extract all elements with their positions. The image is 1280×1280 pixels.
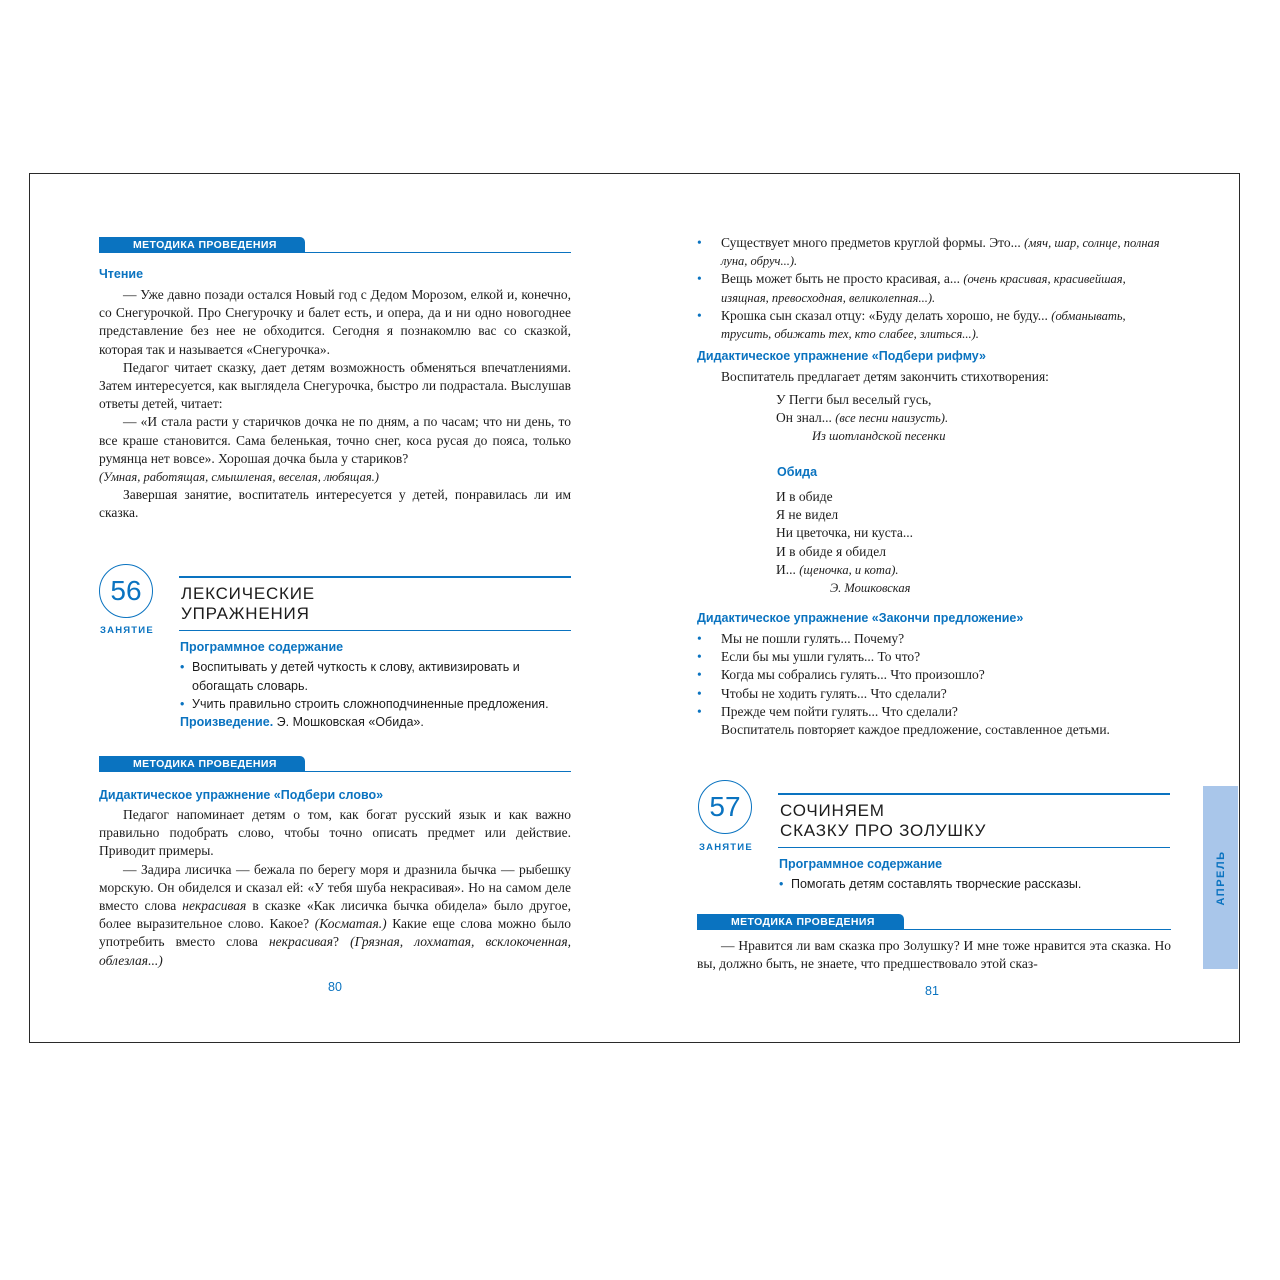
lesson-57-title: СОЧИНЯЕМ СКАЗКУ ПРО ЗОЛУШКУ: [778, 793, 1170, 848]
round-items-list: [697, 234, 1171, 343]
page-number-left: 80: [328, 980, 342, 994]
finish-item-4: • Чтобы не ходить гулять... Что сделали?: [697, 685, 1171, 703]
rhyme-intro: Воспитатель предлагает детям закончить стихотворения:: [721, 369, 1049, 384]
reading-text: [99, 286, 571, 523]
lesson-56-label: ЗАНЯТИЕ: [100, 625, 154, 636]
rhyme-title: Дидактическое упражнение «Подбери рифму»: [697, 349, 986, 363]
final-text: — Нравится ли вам сказка про Золушку? И мне тоже нравится эта сказка. Но вы, должно быть, не знаете, что предшествовало этой сказ-: [697, 938, 1171, 972]
finish-list: [697, 630, 1171, 739]
reading-title: Чтение: [99, 267, 144, 281]
left-page: [30, 174, 635, 1042]
reading-para-2: Педагог читает сказку, дает детям возможность обменяться впечатлениями. Затем интересуется, как выглядела Снегурочка, быстро ли подрастала. Выслушав ответы детей, читает:: [99, 359, 571, 412]
program-item-57: • Помогать детям составлять творческие рассказы.: [779, 875, 1171, 894]
lesson-57-label: ЗАНЯТИЕ: [699, 842, 753, 853]
poem-2-title: Обида: [777, 465, 818, 479]
book-spread: [29, 173, 1240, 1043]
method-header-3: МЕТОДИКА ПРОВЕДЕНИЯ: [697, 914, 1171, 930]
finish-end: Воспитатель повторяет каждое предложение, составленное детьми.: [721, 722, 1110, 738]
lesson-57-number: 57: [698, 780, 752, 834]
bullet-item-1: • Существует много предметов круглой формы. Это... (мяч, шар, солнце, полная луна, обруч...).: [697, 234, 1171, 270]
program-content-title-57: Программное содержание: [779, 857, 943, 871]
finish-item-1: • Мы не пошли гулять... Почему?: [697, 630, 1171, 648]
reading-answer: (Умная, работящая, смышленая, веселая, любящая.): [99, 470, 379, 485]
bullet-item-2: • Вещь может быть не просто красивая, а... (очень красивая, красивейшая, изящная, превосходная, великолепная...).: [697, 270, 1171, 306]
bullet-item-3: • Крошка сын сказал отцу: «Буду делать хорошо, не буду... (обманывать, трусить, обижать тех, кто слабее, злиться...).: [697, 307, 1171, 343]
poem-2-author: Э. Мошковская: [830, 581, 911, 596]
method-header-1: МЕТОДИКА ПРОВЕДЕНИЯ: [99, 237, 571, 253]
lesson-56-title: ЛЕКСИЧЕСКИЕ УПРАЖНЕНИЯ: [179, 576, 571, 631]
month-side-tab-label: АПРЕЛЬ: [1214, 849, 1227, 906]
poem-1: У Пегги был веселый гусь, Он знал... (все песни наизусть). Из шотландской песенки: [776, 391, 948, 446]
program-item-1: • Воспитывать у детей чуткость к слову, активизировать и обогащать словарь.: [180, 658, 572, 695]
month-side-tab: [1203, 786, 1238, 969]
program-item-2: • Учить правильно строить сложноподчиненные предложения.: [180, 695, 572, 714]
finish-item-5: • Прежде чем пойти гулять... Что сделали?: [697, 703, 1171, 721]
work-text: Э. Мошковская «Обида».: [276, 714, 424, 729]
exercise-title: Дидактическое упражнение «Подбери слово»: [99, 788, 384, 802]
right-page: [635, 174, 1239, 1042]
finish-item-2: • Если бы мы ушли гулять... То что?: [697, 648, 1171, 666]
reading-para-3: — «И стала расти у старичков дочка не по дням, а по часам; что ни день, то все краше становится. Сама беленькая, точно снег, коса русая до пояса, только румянца нет вовсе». Хорошая дочка была у стариков?: [99, 414, 571, 466]
exercise-para-1: Педагог напоминает детям о том, как богат русский язык и как важно правильно подобрать слово, чтобы точно описать предмет или действие. Приводит примеры.: [99, 807, 571, 859]
method-header-2: МЕТОДИКА ПРОВЕДЕНИЯ: [99, 756, 571, 772]
reading-end: Завершая занятие, воспитатель интересуется у детей, понравилась ли им сказка.: [99, 487, 571, 521]
program-content-list-57: [779, 875, 1171, 894]
finish-item-3: • Когда мы собрались гулять... Что произошло?: [697, 666, 1171, 684]
reading-para-1: — Уже давно позади остался Новый год с Дедом Морозом, елкой и, конечно, со Снегурочкой. Про Снегурочку и балет есть, и опера, да и ни одно новогоднее представление без нее не обходится. Сегодня я познакомлю вас со сказкой, которая так и называется «Снегурочка».: [99, 287, 571, 357]
poem-1-source: Из шотландской песенки: [812, 429, 946, 444]
work-label: Произведение.: [180, 714, 274, 729]
exercise-text: [99, 806, 571, 970]
poem-2: И в обиде Я не видел Ни цветочка, ни куста... И в обиде я обидел И... (щеночка, и кота). Э. Мошковская: [776, 488, 913, 597]
page-number-right: 81: [925, 984, 939, 998]
program-content-title: Программное содержание: [180, 640, 344, 654]
lesson-56-number: 56: [99, 564, 153, 618]
exercise-para-2: — Задира лисичка — бежала по берегу моря и дразнила бычка — рыбешку морскую. Он обиделся и сказал ей: «У тебя шуба некрасивая». Но на самом деле вместо слова некрасивая в сказке «Как лисичка бычка обидела» было другое, более выразительное слово. Какое? (Косматая.) Какие еще слова можно было употребить вместо слова некрасивая? (Грязная, лохматая, всклокоченная, облезлая...): [99, 861, 571, 968]
finish-title: Дидактическое упражнение «Закончи предложение»: [697, 611, 1024, 625]
program-content-list: [180, 658, 572, 731]
